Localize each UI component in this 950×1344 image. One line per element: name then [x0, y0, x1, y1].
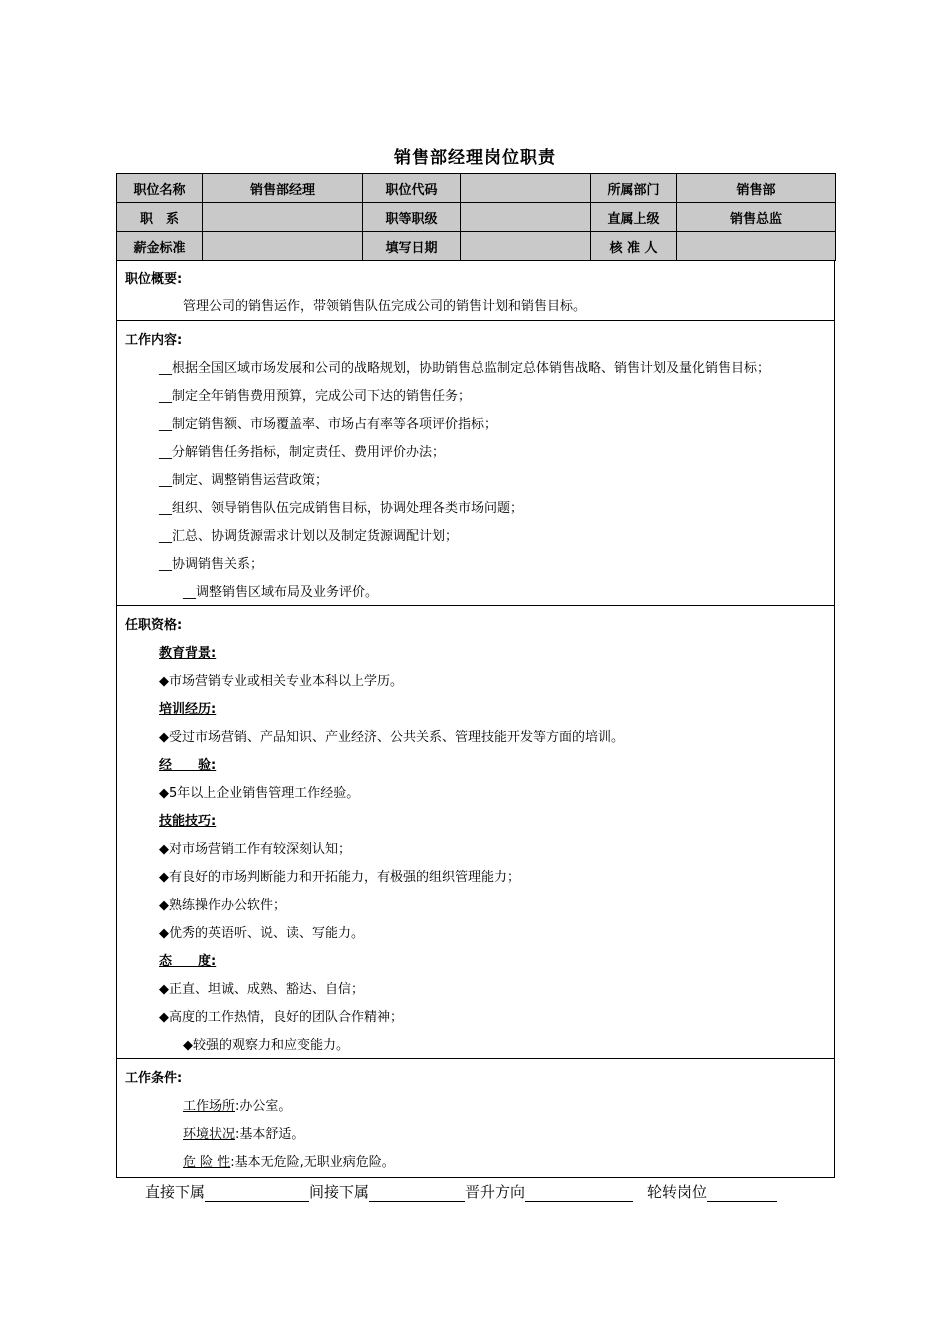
conditions-heading: 工作条件:: [125, 1071, 183, 1086]
work-item-text: 制定销售额、市场覆盖率、市场占有率等各项评价指标；: [172, 417, 498, 432]
salary-label: 薪金标准: [117, 232, 203, 261]
condition-label: 环境状况: [183, 1127, 236, 1142]
promotion-label: 晋升方向: [465, 1183, 526, 1201]
supervisor-label: 直属上级: [591, 203, 677, 232]
table-row: [117, 232, 836, 261]
rotation-blank[interactable]: [707, 1185, 777, 1202]
overview-text: 管理公司的销售运作，带领销售队伍完成公司的销售计划和销售目标。: [183, 299, 587, 314]
work-content-section: [116, 321, 835, 606]
list-item: __制定全年销售费用预算，完成公司下达的销售任务；: [159, 389, 472, 404]
qualifications-section: [116, 606, 835, 1059]
approver-value: [677, 232, 836, 261]
education-label: 教育背景:: [159, 646, 217, 661]
grade-value: [461, 203, 591, 232]
list-item: __根据全国区域市场发展和公司的战略规划，协助销售总监制定总体销售战略、销售计划及量化销售目标；: [159, 361, 771, 376]
position-name-value: 销售部经理: [203, 174, 363, 203]
list-item: [183, 1123, 304, 1142]
direct-subordinate-blank[interactable]: [205, 1185, 309, 1202]
list-item: ◆高度的工作热情，良好的团队合作精神；: [159, 1010, 403, 1025]
table-row: [117, 174, 836, 203]
work-item-text: 汇总、协调货源需求计划以及制定货源调配计划；: [172, 529, 459, 544]
indirect-subordinate-blank[interactable]: [369, 1185, 465, 1202]
rotation-label: 轮转岗位: [647, 1183, 708, 1201]
skills-label: 技能技巧:: [159, 814, 217, 829]
list-item: ◆5年以上企业销售管理工作经验。: [159, 786, 360, 801]
list-item: ◆有良好的市场判断能力和开拓能力，有极强的组织管理能力；: [159, 870, 520, 885]
work-item-text: 制定、调整销售运营政策；: [172, 473, 329, 488]
page-title: 销售部经理岗位职责: [394, 148, 556, 168]
fill-date-value: [461, 232, 591, 261]
condition-value: :基本无危险,无职业病危险。: [230, 1155, 395, 1170]
list-item: __汇总、协调货源需求计划以及制定货源调配计划；: [159, 529, 459, 544]
list-item: __制定销售额、市场覆盖率、市场占有率等各项评价指标；: [159, 417, 498, 432]
salary-value: [203, 232, 363, 261]
work-item-text: 协调销售关系；: [172, 557, 264, 572]
list-item: ◆市场营销专业或相关专业本科以上学历。: [159, 674, 403, 689]
work-item-text: 根据全国区域市场发展和公司的战略规划，协助销售总监制定总体销售战略、销售计划及量化销售目标；: [172, 361, 771, 376]
list-item: ◆熟练操作办公软件；: [159, 898, 286, 913]
work-item-text: 分解销售任务指标，制定责任、费用评价办法；: [172, 445, 446, 460]
job-series-value: [203, 203, 363, 232]
department-label: 所属部门: [591, 174, 677, 203]
conditions-section: [116, 1059, 835, 1178]
footer-fields: [145, 1181, 777, 1202]
list-item: ◆受过市场营销、产品知识、产业经济、公共关系、管理技能开发等方面的培训。: [159, 730, 624, 745]
grade-label: 职等职级: [363, 203, 461, 232]
position-info-table: [116, 173, 836, 261]
position-code-label: 职位代码: [363, 174, 461, 203]
direct-subordinate-label: 直接下属: [145, 1183, 206, 1201]
table-row: [117, 203, 836, 232]
condition-value: :办公室。: [235, 1099, 292, 1114]
list-item: __分解销售任务指标，制定责任、费用评价办法；: [159, 445, 446, 460]
position-name-label: 职位名称: [117, 174, 203, 203]
overview-section: [116, 260, 835, 321]
job-series-label: 职 系: [117, 203, 203, 232]
supervisor-value: 销售总监: [677, 203, 836, 232]
list-item: [183, 1095, 291, 1114]
approver-label: 核 准 人: [591, 232, 677, 261]
attitude-label: 态 度:: [159, 954, 217, 969]
training-label: 培训经历:: [159, 702, 217, 717]
work-item-text: 调整销售区域布局及业务评价。: [196, 585, 379, 600]
position-code-value: [461, 174, 591, 203]
list-item: __协调销售关系；: [159, 557, 264, 572]
list-item: [183, 1151, 395, 1170]
condition-value: :基本舒适。: [235, 1127, 305, 1142]
list-item: ◆对市场营销工作有较深刻认知；: [159, 842, 351, 857]
qualifications-heading: 任职资格:: [125, 618, 183, 633]
work-item-text: 制定全年销售费用预算，完成公司下达的销售任务；: [172, 389, 472, 404]
list-item: ◆优秀的英语听、说、读、写能力。: [159, 926, 364, 941]
promotion-blank[interactable]: [525, 1185, 633, 1202]
list-item: ◆正直、坦诚、成熟、豁达、自信；: [159, 982, 364, 997]
condition-label: 工作场所: [183, 1099, 236, 1114]
list-item: ◆较强的观察力和应变能力。: [183, 1038, 349, 1053]
condition-label: 危 险 性: [183, 1155, 231, 1170]
fill-date-label: 填写日期: [363, 232, 461, 261]
indirect-subordinate-label: 间接下属: [309, 1183, 370, 1201]
experience-label: 经 验:: [159, 758, 217, 773]
list-item: __调整销售区域布局及业务评价。: [183, 585, 379, 600]
work-content-heading: 工作内容:: [125, 333, 183, 348]
overview-heading: 职位概要:: [125, 272, 183, 287]
department-value: 销售部: [677, 174, 836, 203]
list-item: __组织、领导销售队伍完成销售目标，协调处理各类市场问题；: [159, 501, 524, 516]
work-item-text: 组织、领导销售队伍完成销售目标，协调处理各类市场问题；: [172, 501, 524, 516]
list-item: __制定、调整销售运营政策；: [159, 473, 329, 488]
